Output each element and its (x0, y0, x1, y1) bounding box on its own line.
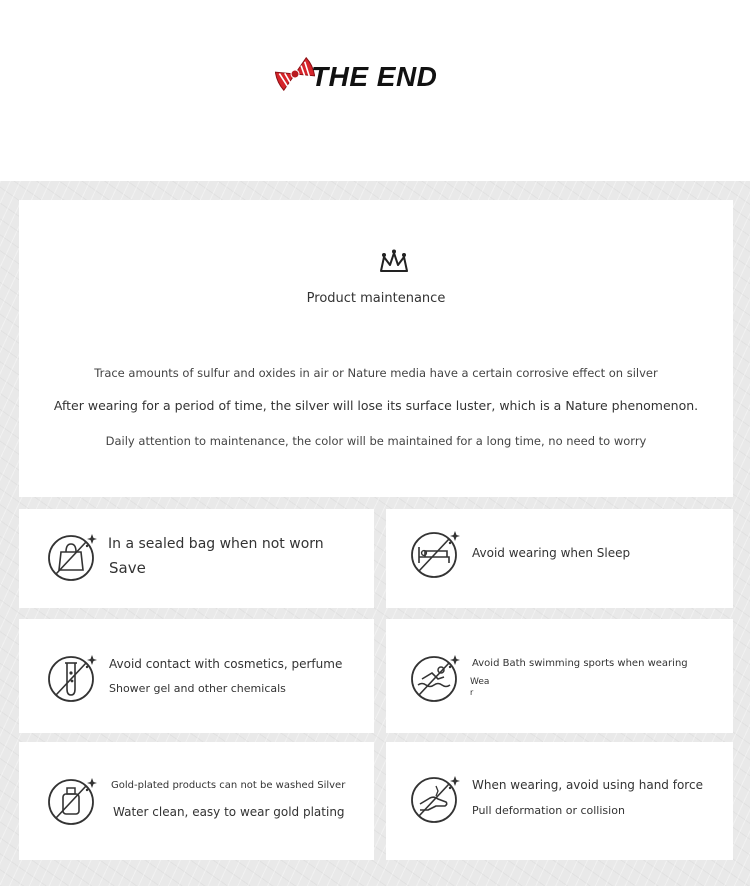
tip-card-hand-force (386, 742, 733, 860)
tip-line-1: Avoid wearing when Sleep (472, 546, 631, 560)
tip-line-3: r (470, 688, 474, 697)
tip-line-2: Save (109, 559, 146, 577)
bag-icon (47, 532, 99, 584)
tip-line-2: Water clean, easy to wear gold plating (113, 805, 345, 819)
tip-card-gold-plated (19, 742, 374, 860)
tip-line-1: In a sealed bag when not worn (108, 536, 324, 552)
panel-title: Product maintenance (306, 291, 446, 306)
swimmer-icon (410, 653, 462, 705)
maintenance-line: After wearing for a period of time, the silver will lose its surface luster, which is a Nature phenomenon. (53, 398, 699, 413)
bottle-icon (47, 776, 99, 828)
tip-card-sealed-bag (19, 509, 374, 608)
maintenance-panel (19, 200, 733, 497)
bed-icon (410, 529, 462, 581)
the-end-title: THE END (311, 61, 438, 92)
tip-card-chemicals (19, 619, 374, 733)
tip-line-1: When wearing, avoid using hand force (472, 778, 703, 792)
tip-card-swimming (386, 619, 733, 733)
bow-icon (275, 52, 315, 92)
maintenance-line: Trace amounts of sulfur and oxides in air or Nature media have a certain corrosive effect on silver (94, 366, 658, 380)
the-end-banner (275, 52, 437, 92)
hand-icon (410, 774, 462, 826)
tip-line-2: Shower gel and other chemicals (109, 682, 286, 695)
tip-card-sleep (386, 509, 733, 608)
top-section (0, 0, 750, 181)
test-tube-icon (47, 653, 99, 705)
tip-line-1: Avoid Bath swimming sports when wearing (472, 658, 688, 669)
maintenance-line: Daily attention to maintenance, the color will be maintained for a long time, no need to worry (105, 434, 647, 448)
tip-line-1: Avoid contact with cosmetics, perfume (109, 657, 343, 671)
crown-icon (377, 249, 411, 275)
tip-line-2: Pull deformation or collision (472, 804, 625, 817)
tip-line-1: Gold-plated products can not be washed Silver (111, 780, 346, 791)
tip-line-2: Wea (470, 677, 490, 687)
